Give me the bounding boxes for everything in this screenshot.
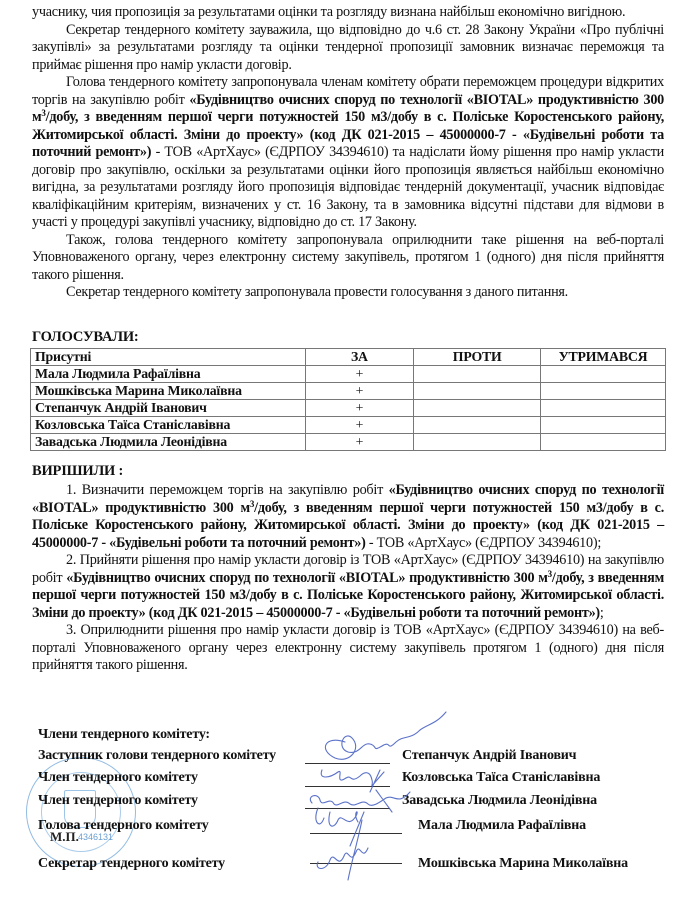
member-name: Мала Людмила Рафаїлівна (31, 366, 306, 383)
member-name: Завадська Людмила Леонідівна (31, 434, 306, 451)
table-row (31, 434, 666, 451)
vote-against (414, 366, 541, 383)
stamp-code: 4346131 (78, 832, 114, 842)
column-header-abstained: УТРИМАВСЯ (541, 349, 666, 366)
signature-name: Завадська Людмила Леонідівна (402, 793, 597, 808)
vote-abstained (541, 383, 666, 400)
paragraph-chair-proposal: Голова тендерного комітету запропонувала членам комітету обрати переможцем процедури відкритих торгів на закупівлю робіт «Будівництво очисних споруд по технології «BIOTAL» продуктивністю 300 $м^3$/добу, з введенням першої черги потужностей 150 м3/добу в с. Поліське Коростенського району, Житомирської області. Зміни до проекту» (код ДК 021-2015 – 45000000-7 - «Будівельні роботи та поточний ремонт») - ТОВ «АртХаус» (ЄДРПОУ 34394610) та надіслати йому рішення про намір укласти договір про закупівлю, оскільки за результатами оцінки його пропозиція являється найбільш економічно вигідна, за результатами розгляду його пропозиція відповідає тендерній документації, учасник відповідає кваліфікаційним критеріям, визначених у ст. 16 Закону, та в замовника відсутні підстави для відмови в участі у процедурі закупівлі учаснику, відповідно до ст. 17 Закону. (32, 74, 665, 230)
decision-item-3: 3. Оприлюднити рішення про намір укласти договір із ТОВ «АртХаус» (ЄДРПОУ 34394610) на веб-порталі Уповноваженого органу через електронну систему закупівель протягом 1 (одного) дня після прийняття такого рішення. (32, 622, 664, 673)
column-header-against: ПРОТИ (414, 349, 541, 366)
vote-abstained (541, 366, 666, 383)
vote-for: + (305, 417, 414, 434)
paragraph-vote-proposal: Секретар тендерного комітету запропонувала провести голосування з даного питання. (66, 284, 568, 300)
column-header-for: ЗА (305, 349, 414, 366)
signature-line (310, 863, 402, 864)
vote-against (414, 400, 541, 417)
paragraph-publish-proposal: Також, голова тендерного комітету запропонувала оприлюднити таке рішення на веб-порталі Уповноваженого органу, через електронну систему закупівель, протягом 1 (одного) дня після прийняття такого рішення. (32, 231, 664, 283)
signature-line (305, 763, 390, 764)
vote-for: + (305, 383, 414, 400)
column-header-present: Присутні (31, 349, 306, 366)
stamp-label: М.П. (50, 829, 79, 844)
signature-role: Голова тендерного комітету (38, 818, 209, 833)
signatures-heading: Члени тендерного комітету: (38, 727, 210, 742)
signature-moshkivska-icon (317, 820, 368, 880)
table-header-row (31, 349, 666, 366)
decision-text (32, 482, 664, 675)
signature-name: Мала Людмила Рафаїлівна (418, 818, 586, 833)
vote-against (414, 383, 541, 400)
voting-table (30, 348, 666, 451)
vote-abstained (541, 417, 666, 434)
table-row (31, 417, 666, 434)
signature-line (305, 808, 390, 809)
paragraph-continuation: учаснику, чия пропозиція за результатами оцінки та розгляду визнана найбільш економічно вигідною. (32, 4, 626, 20)
decision-item-2: 2. Прийняти рішення про намір укласти договір із ТОВ «АртХаус» (ЄДРПОУ 34394610) на закупівлю робіт «Будівництво очисних споруд по технології «BIOTAL» продуктивністю 300 $м^3$/добу, з введенням першої черги потужностей 150 м3/добу в с. Поліське Коростенського району, Житомирської області. Зміни до проекту» (код ДК 021-2015 – 45000000-7 - «Будівельні роботи та поточний ремонт»); (32, 552, 664, 621)
signature-line (305, 786, 390, 787)
signature-role: Член тендерного комітету (38, 770, 198, 785)
signature-name: Мошківська Марина Миколаївна (418, 856, 628, 871)
signature-name: Степанчук Андрій Іванович (402, 748, 577, 763)
vote-for: + (305, 366, 414, 383)
member-name: Мошківська Марина Миколаївна (31, 383, 306, 400)
member-name: Козловська Таїса Станіславівна (31, 417, 306, 434)
vote-against (414, 434, 541, 451)
signature-kozlovska-icon (321, 770, 384, 792)
signature-line (310, 833, 402, 834)
signature-name: Козловська Таїса Станіславівна (402, 770, 601, 785)
signature-role: Член тендерного комітету (38, 793, 198, 808)
intro-text (32, 4, 664, 302)
vote-for: + (305, 434, 414, 451)
member-name: Степанчук Андрій Іванович (31, 400, 306, 417)
paragraph-secretary-note: Секретар тендерного комітету зауважила, що відповідно до ч.6 ст. 28 Закону України «Про публічні закупівлі» за результатами розгляду та оцінки тендерної пропозиції замовник визначає переможця та приймає рішення про намір укласти договір. (32, 21, 664, 73)
vote-abstained (541, 434, 666, 451)
decision-heading: ВИРІШИЛИ : (32, 463, 124, 479)
vote-against (414, 417, 541, 434)
table-row (31, 400, 666, 417)
voting-heading: ГОЛОСУВАЛИ: (32, 329, 139, 345)
table-row (31, 383, 666, 400)
vote-abstained (541, 400, 666, 417)
table-row (31, 366, 666, 383)
decision-item-1: 1. Визначити переможцем торгів на закупівлю робіт «Будівництво очисних споруд по технології «BIOTAL» продуктивністю 300 $м^3$/добу, з введенням першої черги потужностей 150 м3/добу в с. Поліське Коростенського району, Житомирської області. Зміни до проекту» (код ДК 021-2015 – 45000000-7 - «Будівельні роботи та поточний ремонт») - ТОВ «АртХаус» (ЄДРПОУ 34394610); (32, 482, 665, 551)
vote-for: + (305, 400, 414, 417)
signature-role: Заступник голови тендерного комітету (38, 748, 276, 763)
signature-mala-icon (316, 808, 364, 846)
signature-role: Секретар тендерного комітету (38, 856, 225, 871)
